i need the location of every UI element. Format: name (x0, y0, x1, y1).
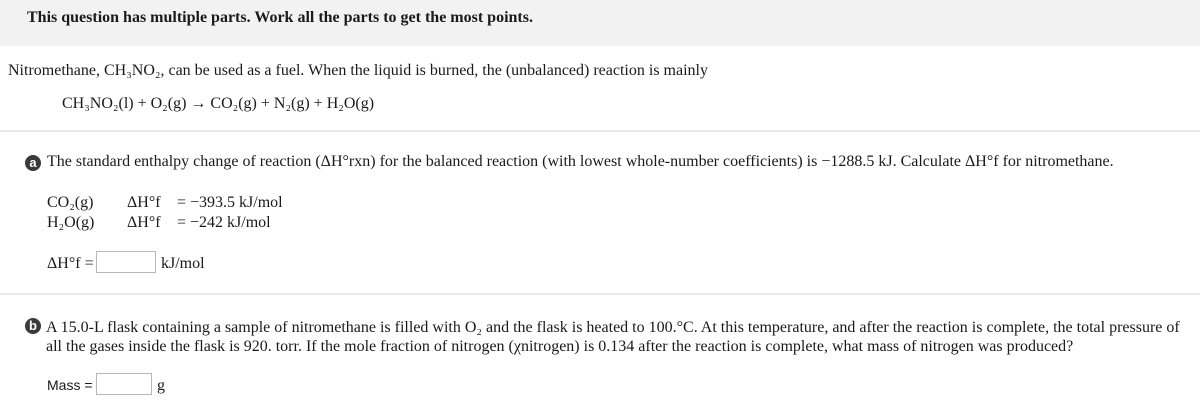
part-a-question (47, 153, 1114, 171)
part-b-badge: b (25, 318, 41, 334)
reaction-equation: CH₃NO₂(l) + O₂(g) → CO₂(g) + N₂(g) + H₂O(g) (62, 95, 375, 112)
intro-text: Nitromethane, CH₃NO₂, can be used as a fuel. When the liquid is burned, the (unbalanced) reaction is mainly (8, 62, 708, 79)
part-a-answer-input[interactable] (96, 251, 156, 273)
part-b-answer-label: Mass = (47, 377, 93, 393)
part-a-badge: a (25, 155, 41, 171)
part-b-answer-input[interactable] (96, 373, 152, 395)
part-a-text-before: The standard enthalpy change of reaction (47, 153, 316, 170)
data-value: = −242 kJ/mol (177, 214, 271, 231)
data-species: CO₂(g) (47, 194, 94, 211)
data-species: H₂O(g) (47, 214, 95, 231)
part-a-answer-label: ΔH°f = (47, 255, 94, 272)
data-symbol: ΔH°f (127, 194, 161, 211)
part-a-unit: kJ/mol (161, 255, 205, 272)
divider (0, 130, 1200, 132)
data-symbol: ΔH°f (127, 214, 161, 231)
instruction-banner (0, 0, 1200, 46)
instruction-text: This question has multiple parts. Work all the parts to get the most points. (27, 9, 533, 26)
divider (0, 293, 1200, 295)
part-b-question: A 15.0-L flask containing a sample of nitromethane is filled with O₂ and the flask is heated to 100.°C. At this temperature, and after the reaction is complete, the total pressure of all the gases inside the flask is 920. torr. If the mole fraction of nitrogen (χnitrogen) is 0.134 after the reaction is complete, what mass of nitrogen was produced? (46, 319, 1180, 355)
data-row-h2o (47, 214, 271, 232)
part-b-unit: g (157, 377, 165, 394)
data-value: = −393.5 kJ/mol (177, 194, 283, 211)
part-a-text-after: for the balanced reaction (with lowest whole-number coefficients) is −1288.5 kJ. Calculate ΔH°f for nitromethane. (375, 153, 1114, 170)
data-row-co2 (47, 194, 283, 212)
part-a-symbol: (ΔH°rxn) (315, 153, 376, 170)
